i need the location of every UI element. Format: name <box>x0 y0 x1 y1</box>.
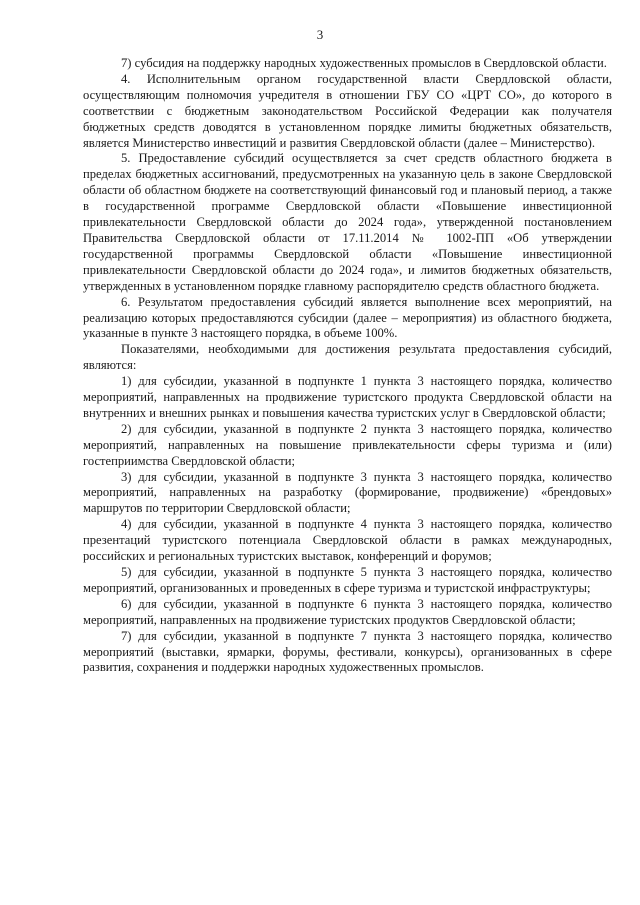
paragraph-5-funding-source: 5. Предоставление субсидий осуществляется за счет средств областного бюджета в пределах бюджетных ассигнований, предусмотренных на указанную цель в законе Свердловской области об областном бюджете на соответствующий финансовый год и плановый период, а также в государственной программе Свердловской области «Повышение инвестиционной привлекательности Свердловской области до 2024 года», утвержденной постановлением Правительства Свердловской области от 17.11.2014 № 1002-ПП «Об утверждении государственной программы Свердловской области «Повышение инвестиционной привлекательности Свердловской области до 2024 года», и лимитов бюджетных обязательств, утвержденных в установленном порядке главному распорядителю средств областного бюджета. <box>83 151 612 293</box>
paragraph-subsidy-7-folk-crafts: 7) субсидия на поддержку народных художественных промыслов в Свердловской области. <box>121 56 607 70</box>
page-number: 3 <box>316 27 324 42</box>
indicator-item-3: 3) для субсидии, указанной в подпункте 3 пункта 3 настоящего порядка, количество мероприятий, направленных на разработку (формирование, продвижение) «брендовых» маршрутов по территории Свердловской области; <box>83 469 612 516</box>
paragraph-indicators-intro: Показателями, необходимыми для достижения результата предоставления субсидий, являются: <box>83 342 612 373</box>
document-body <box>83 56 612 676</box>
indicator-item-4: 4) для субсидии, указанной в подпункте 4 пункта 3 настоящего порядка, количество презентаций туристского потенциала Свердловской области в рамках международных, российских и региональных туристских выставок, конференций и форумов; <box>83 517 612 564</box>
indicator-item-2: 2) для субсидии, указанной в подпункте 2 пункта 3 настоящего порядка, количество мероприятий, направленных на повышение привлекательности сферы туризма и (или) гостеприимства Свердловской области; <box>83 421 612 468</box>
indicator-item-7: 7) для субсидии, указанной в подпункте 7 пункта 3 настоящего порядка, количество мероприятий (выставки, ярмарки, форумы, фестивали, конкурсы), организованных в сфере развития, сохранения и поддержки народных художественных промыслов. <box>83 628 612 675</box>
indicator-item-6: 6) для субсидии, указанной в подпункте 6 пункта 3 настоящего порядка, количество мероприятий, направленных на продвижение туристских продуктов Свердловской области; <box>83 596 612 627</box>
indicator-item-5: 5) для субсидии, указанной в подпункте 5 пункта 3 настоящего порядка, количество мероприятий, организованных и проведенных в сфере туризма и туристской инфраструктуры; <box>83 565 612 595</box>
paragraph-4-executive-body: 4. Исполнительным органом государственной власти Свердловской области, осуществляющим полномочия учредителя в отношении ГБУ СО «ЦРТ СО», до которого в соответствии с бюджетным законодательством Российской Федерации как получателя бюджетных средств доводятся в установленном порядке лимиты бюджетных обязательств, является Министерство инвестиций и развития Свердловской области (далее – Министерство). <box>83 71 612 150</box>
paragraph-6-result: 6. Результатом предоставления субсидий является выполнение всех мероприятий, на реализацию которых предоставляются субсидии (далее – мероприятия) из областного бюджета, указанные в пункте 3 настоящего порядка, в объеме 100%. <box>83 294 612 341</box>
indicator-item-1: 1) для субсидии, указанной в подпункте 1 пункта 3 настоящего порядка, количество мероприятий, направленных на продвижение туристского продукта Свердловской области на внутренних и внешних рынках и повышения качества туристских услуг в Свердловской области; <box>83 374 612 420</box>
